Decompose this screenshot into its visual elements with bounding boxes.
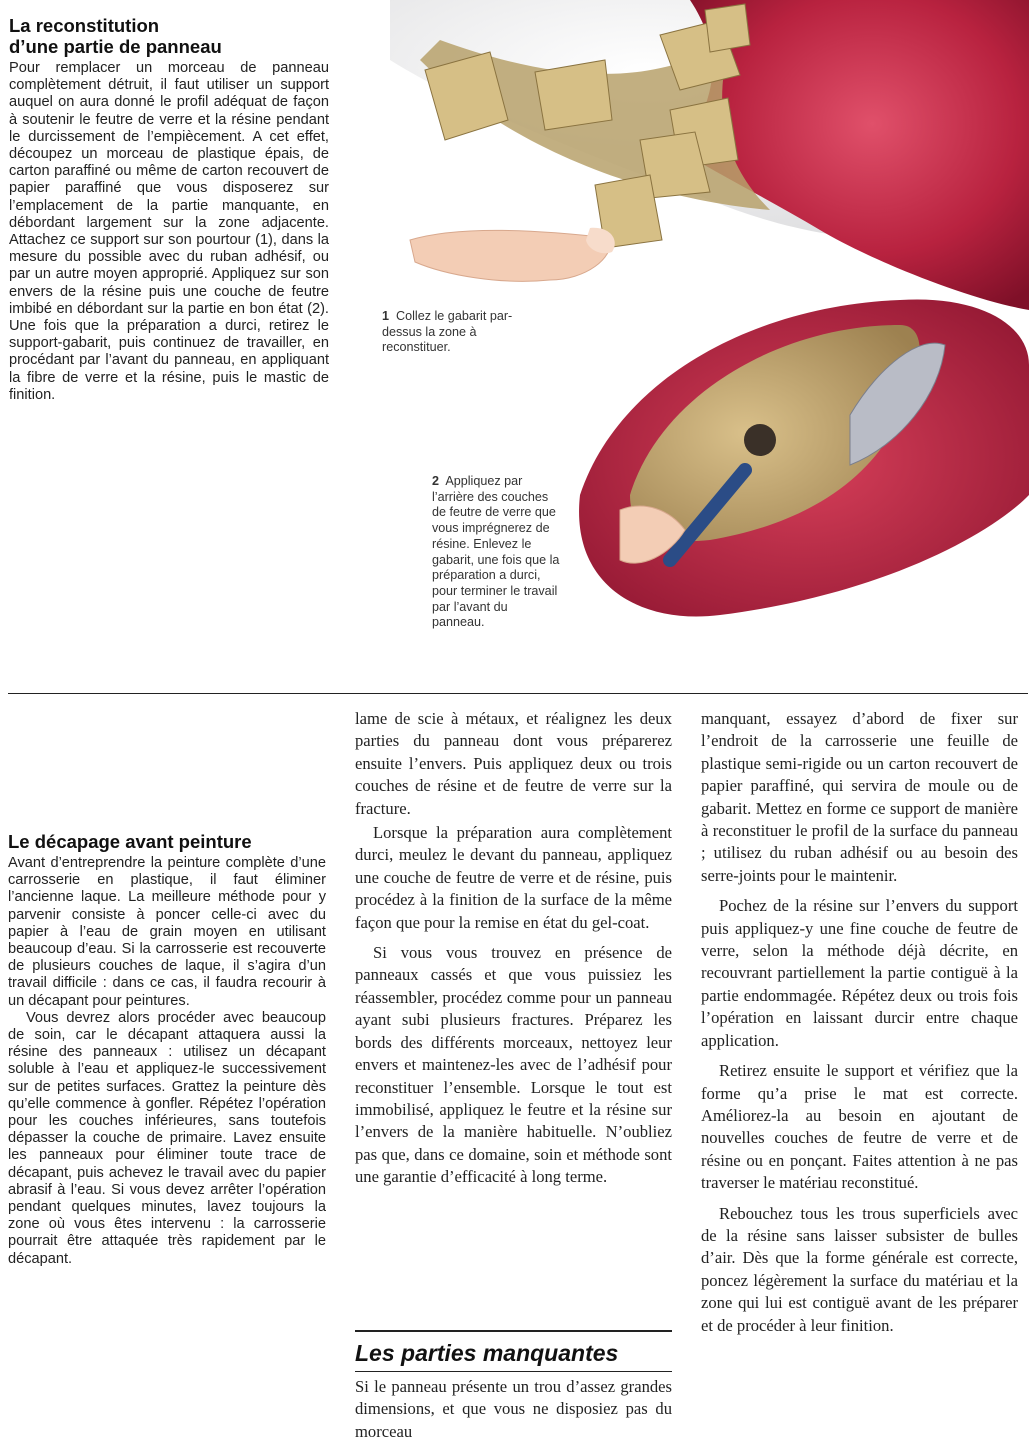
caption-2-number: 2 xyxy=(432,474,440,488)
section-decapage-title: Le décapage avant peinture xyxy=(8,831,252,852)
column3-paragraph-3: Retirez ensuite le support et vérifiez que la forme qu’a prise le mat est correcte. Améliorez-la au besoin en ajoutant de nouvelles couches de feutre de verre et de résine ou en ponçant. Faites attention à ne pas traverser le matériau reconstitué. xyxy=(701,1061,1018,1193)
section-title-line1: La reconstitution xyxy=(9,15,160,36)
decapage-paragraph-1: Avant d’entreprendre la peinture complète d’une carrosserie en plastique, il faut éliminer l’ancienne laque. La meilleure méthode pour y parvenir consiste à poncer celle-ci avec du papier à l’eau de grain moyen en utilisant beaucoup d’eau. Si la carrosserie est recouverte de plusieurs couches de laque, il s’agira d’un travail difficile : dans ce cas, il faudra recourir à un décapant pour peintures. xyxy=(8,855,326,1009)
section-title-line2: d’une partie de panneau xyxy=(9,36,222,57)
column3-paragraph-4: Rebouchez tous les trous superficiels avec de la résine sans laisser subsister de bulles d’air. Dès que la forme générale est correcte, poncez légèrement la surface du matériau et la zone qui lui est contiguë avant de les préparer et de procéder à leur finition. xyxy=(701,1203,1018,1335)
column2-paragraph-3: Si vous vous trouvez en présence de panneaux cassés et que vous puissiez les réassembler, procédez comme pour un panneau ayant subi plusieurs fractures. Préparez les bords des différents morceaux, nettoyez leur envers et maintenez-les avec de l’adhésif pour reconstituer l’ensemble. Lorsque le tout est immobilisé, appliquez le feutre et la résine sur l’envers de la manière habituelle. N’oubliez pas que, dans ce domaine, soin et méthode sont une garantie d’efficacité à long terme. xyxy=(355,943,672,1187)
box-title-underline xyxy=(355,1371,672,1372)
section-divider xyxy=(8,693,1028,694)
illustration-1-drawing xyxy=(350,0,1029,312)
illustration-brush-application xyxy=(560,295,1029,625)
column3-paragraph-1: manquant, essayez d’abord de fixer sur l’endroit de la carrosserie une feuille de plastique semi-rigide ou un carton recouvert de papier paraffiné, qui servira de moule ou de gabarit. Mettez en forme ce support de manière à reconstituer le profil de la surface du panneau ; utilisez du ruban adhésif ou au besoin des serre-joints pour le maintenir. xyxy=(701,709,1018,885)
column2-paragraph-1: lame de scie à métaux, et réalignez les deux parties du panneau dont vous préparerez ensuite l’envers. Puis appliquez deux ou trois couches de résine et de feutre de verre sur la fracture. xyxy=(355,709,672,818)
illustration-template-patches xyxy=(350,0,1029,312)
decapage-paragraph-2: Vous devrez alors procéder avec beaucoup de soin, car le décapant attaquera aussi la résine des panneaux : utilisez un décapant soluble à l’eau et appliquez-le successivement sur de petites surfaces. Grattez la peinture dès qu’elle commence à gonfler. Répétez l’opération pour les couches inférieures, sans toutefois dépasser la couche de primaire. Lavez ensuite les panneaux pour éliminer toute trace de décapant, puis achevez le travail avec du papier abrasif à l’eau. Si vous devez arrêter l’opération pendant quelques minutes, lavez toujours la zone où vous êtes intervenu : la carrosserie pourrait être attaquée très rapidement par le décapant. xyxy=(8,1009,326,1267)
box-parties-manquantes xyxy=(355,1330,672,1443)
illustration-2-drawing xyxy=(560,295,1029,625)
caption-figure-2 xyxy=(432,474,562,631)
caption-1-number: 1 xyxy=(382,309,390,323)
column3-paragraph-2: Pochez de la résine sur l’envers du support puis appliquez-y une fine couche de feutre de verre, selon la méthode déjà décrite, en recouvrant partiellement la partie contiguë à la partie endommagée. Répétez deux ou trois fois l’opération en laissant durcir entre chaque application. xyxy=(701,896,1018,1050)
column-3 xyxy=(701,708,1018,1337)
caption-1-text: Collez le gabarit par-dessus la zone à reconstituer. xyxy=(382,309,513,355)
section-reconstitution xyxy=(9,15,329,404)
box-title: Les parties manquantes xyxy=(355,1340,619,1366)
box-paragraph: Si le panneau présente un trou d’assez grandes dimensions, et que vous ne disposiez pas du morceau xyxy=(355,1377,672,1441)
column-2 xyxy=(355,708,672,1189)
caption-2-text: Appliquez par l’arrière des couches de feutre de verre que vous imprégnerez de résine. Enlevez le gabarit, une fois que la préparation a durci, pour terminer le travail par l’avant du panneau. xyxy=(432,474,560,630)
caption-figure-1 xyxy=(382,309,522,356)
section-decapage xyxy=(8,831,326,1268)
column2-paragraph-2: Lorsque la préparation aura complètement durci, meulez le devant du panneau, appliquez une couche de feutre de verre et de résine, puis procédez à la finition de la surface de la même façon que pour la remise en état du gel-coat. xyxy=(355,823,672,932)
section-paragraph: Pour remplacer un morceau de panneau complètement détruit, il faut utiliser un support auquel on aura donné le profil adéquat de façon à soutenir le feutre de verre et la résine pendant le durcissement de l’empiècement. A cet effet, découpez un morceau de plastique épais, de carton paraffiné ou même de carton recouvert de papier paraffiné que vous disposerez sur l’emplacement de la partie manquante, en débordant largement sur la zone adjacente. Attachez ce support sur son pourtour (1), dans la mesure du possible avec du ruban adhésif, ou par un autre moyen approprié. Appliquez sur son envers de la résine puis une couche de feutre imbibé en débordant sur la partie en bon état (2). Une fois que la préparation a durci, retirez le support-gabarit, puis continuez de travailler, en procédant par l’avant du panneau, en appliquant la fibre de verre et la résine, puis le mastic de finition. xyxy=(9,60,329,403)
